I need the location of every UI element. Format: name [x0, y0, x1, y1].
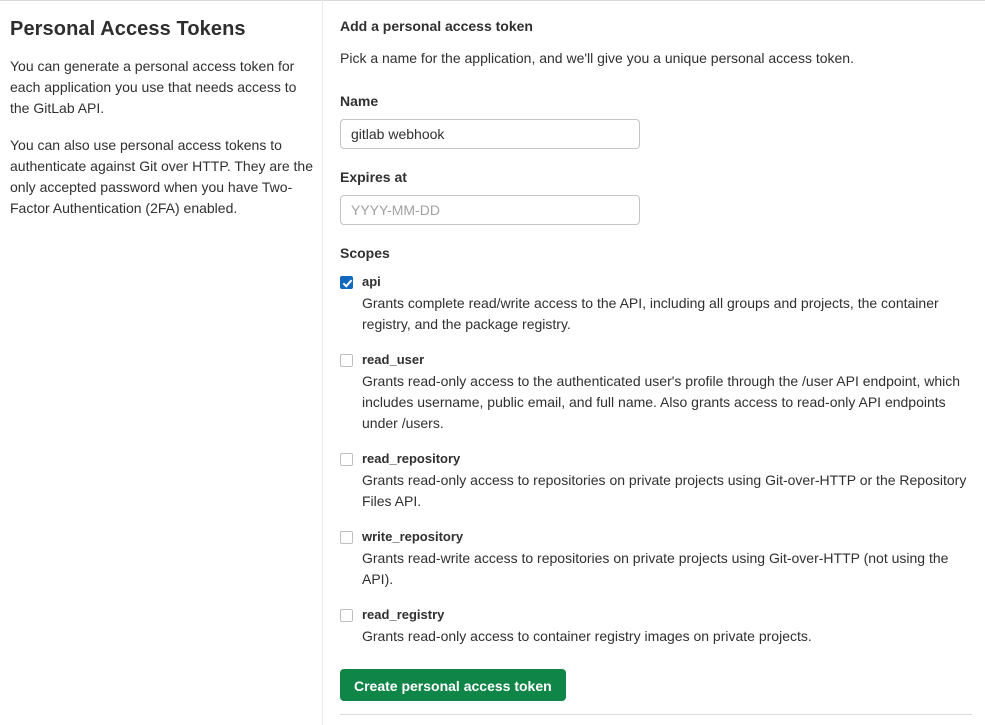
scope-row-read-repository[interactable]: [340, 450, 972, 512]
scope-row-api[interactable]: [340, 273, 972, 335]
scope-name-read-registry: read_registry: [362, 607, 445, 622]
scope-description-write-repository: Grants read-write access to repositories on private projects using Git-over-HTTP (not using the API).: [362, 550, 949, 587]
expires-field-group: [340, 167, 972, 225]
checkbox-icon-read-repository[interactable]: [340, 453, 353, 466]
checkbox-icon-api[interactable]: [340, 276, 353, 289]
name-input[interactable]: [340, 119, 640, 149]
description-paragraph-2: You can also use personal access tokens to authenticate against Git over HTTP. They are the only accepted password when you have Two-Factor Authentication (2FA) enabled.: [10, 137, 313, 216]
expires-at-input[interactable]: [340, 195, 640, 225]
scope-name-api: api: [362, 274, 381, 289]
create-personal-access-token-button[interactable]: Create personal access token: [340, 669, 566, 701]
scope-name-write-repository: write_repository: [362, 529, 464, 544]
name-label: Name: [340, 93, 379, 109]
checkbox-icon-read-user[interactable]: [340, 354, 353, 367]
scope-description-read-user: Grants read-only access to the authenticated user's profile through the /user API endpoint, which includes username, public email, and full name. Also grants access to read-only API endpoints under /users.: [362, 373, 961, 431]
scope-description-read-registry: Grants read-only access to container registry images on private projects.: [362, 628, 812, 644]
form-subtitle: Pick a name for the application, and we'll give you a unique personal access token.: [340, 50, 854, 66]
form-title: Add a personal access token: [340, 18, 533, 34]
scopes-label: Scopes: [340, 245, 390, 261]
top-divider: [0, 0, 985, 1]
scope-description-api: Grants complete read/write access to the API, including all groups and projects, the container registry, and the package registry.: [362, 295, 939, 332]
expires-at-label: Expires at: [340, 169, 407, 185]
scope-name-read-repository: read_repository: [362, 451, 461, 466]
scope-row-read-user[interactable]: [340, 351, 972, 434]
scope-row-read-registry[interactable]: [340, 606, 972, 647]
scope-description-read-repository: Grants read-only access to repositories on private projects using Git-over-HTTP or the Repository Files API.: [362, 472, 967, 509]
scope-row-write-repository[interactable]: [340, 528, 972, 590]
page-title: Personal Access Tokens: [10, 18, 246, 40]
scope-name-read-user: read_user: [362, 352, 425, 367]
column-divider: [322, 0, 323, 725]
bottom-divider: [340, 714, 972, 715]
checkbox-icon-write-repository[interactable]: [340, 531, 353, 544]
add-token-form: [340, 16, 972, 701]
left-description-column: [10, 16, 315, 235]
checkbox-icon-read-registry[interactable]: [340, 609, 353, 622]
description-paragraph-1: You can generate a personal access token for each application you use that needs access to the GitLab API.: [10, 58, 297, 116]
name-field-group: [340, 91, 972, 149]
